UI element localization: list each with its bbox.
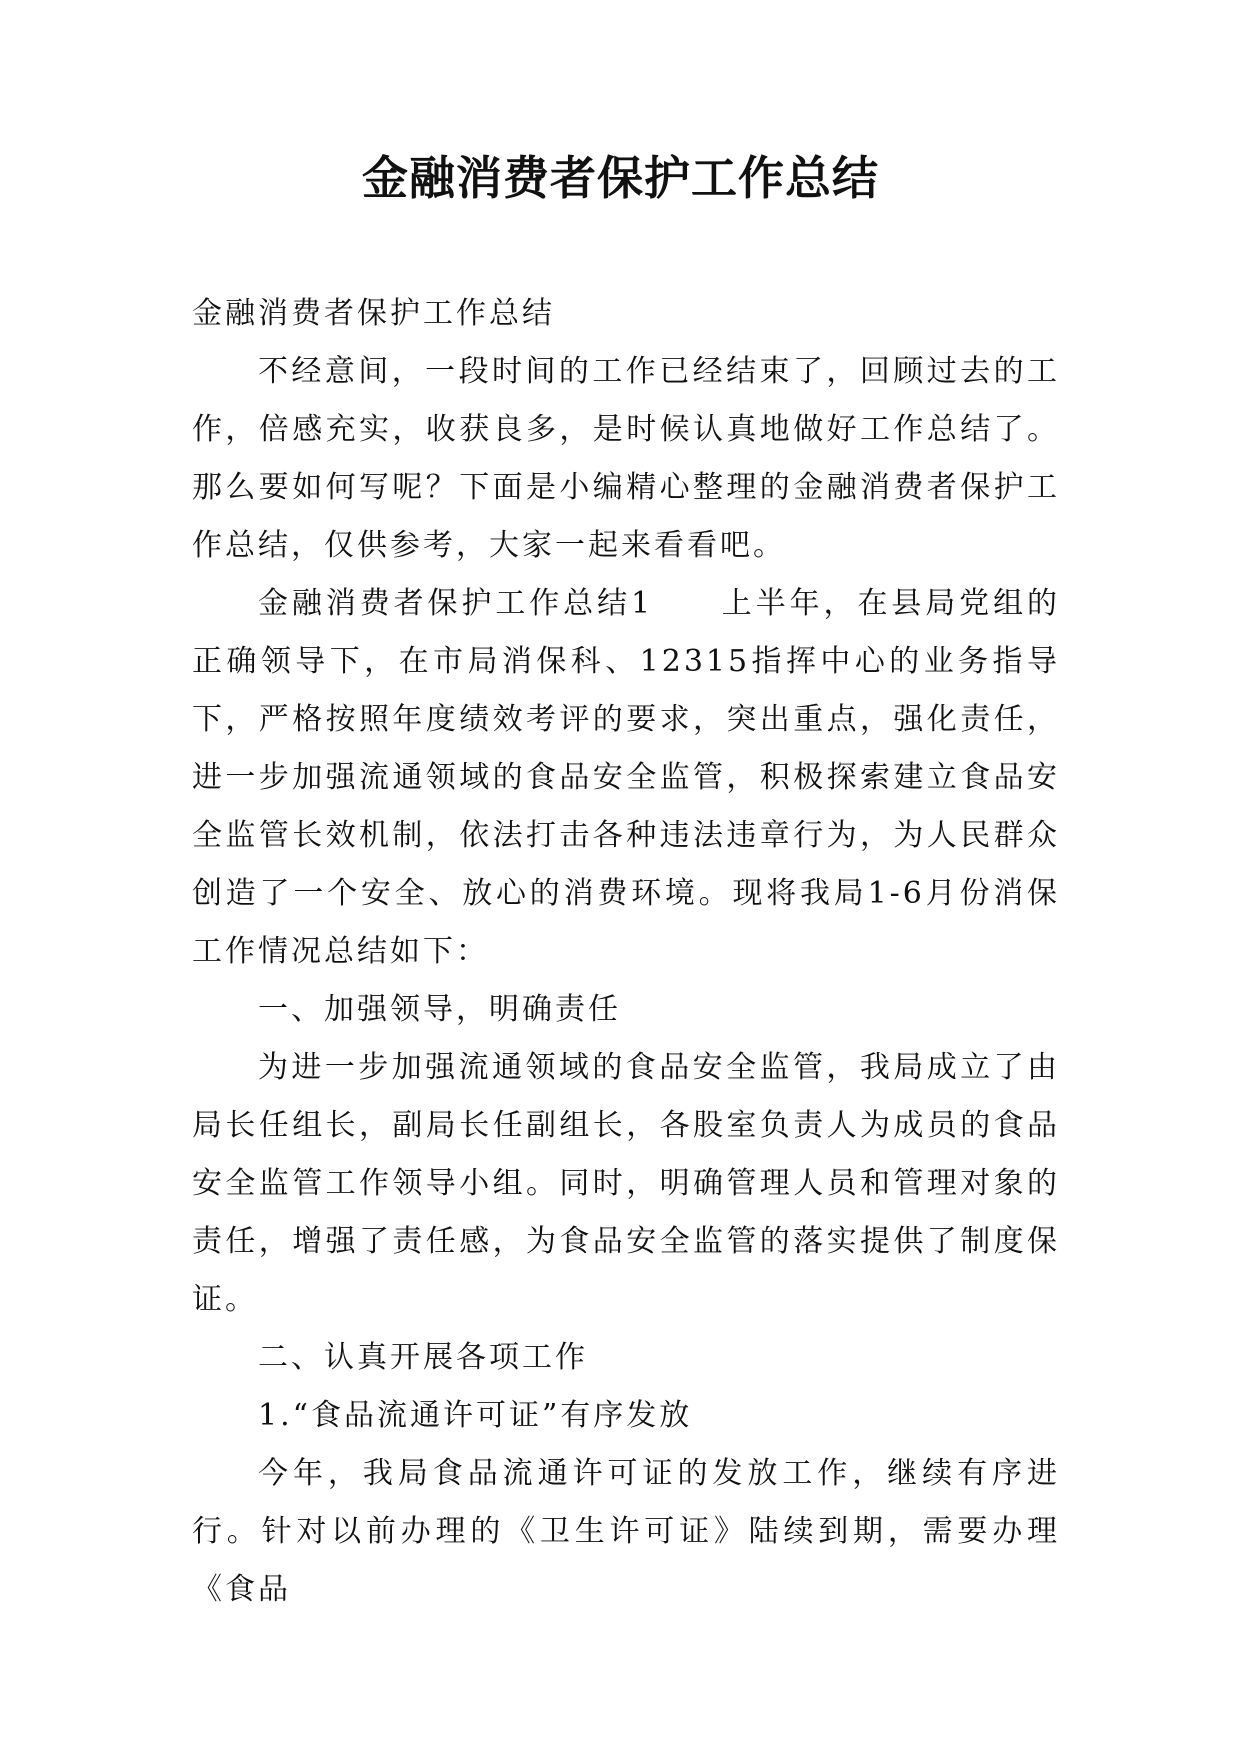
subsection-heading-1: 1.“食品流通许可证”有序发放 <box>258 1398 693 1433</box>
paragraph-subsection-1: 今年，我局食品流通许可证的发放工作，继续有序进行。针对以前办理的《卫生许可证》陆续到期，需要办理《食品 <box>192 1456 1060 1607</box>
document-title: 金融消费者保护工作总结 <box>362 151 879 205</box>
section-heading-2: 二、认真开展各项工作 <box>258 1340 588 1375</box>
paragraph-summary-1: 金融消费者保护工作总结1 上半年，在县局党组的正确领导下，在市局消保科、12315指挥中心的业务指导下，严格按照年度绩效考评的要求，突出重点，强化责任，进一步加强流通领域的食品安全监管，积极探索建立食品安全监管长效机制，依法打击各种违法违章行为，为人民群众创造了一个安全、放心的消费环境。现将我局1-6月份消保工作情况总结如下： <box>192 586 1060 969</box>
paragraph-section-1: 为进一步加强流通领域的食品安全监管，我局成立了由局长任组长，副局长任副组长，各股室负责人为成员的食品安全监管工作领导小组。同时，明确管理人员和管理对象的责任，增强了责任感，为食品安全监管的落实提供了制度保证。 <box>192 1050 1060 1317</box>
paragraph-subtitle: 金融消费者保护工作总结 <box>192 296 555 331</box>
document-body <box>192 285 1060 1619</box>
section-heading-1: 一、加强领导，明确责任 <box>258 992 621 1027</box>
paragraph-intro: 不经意间，一段时间的工作已经结束了，回顾过去的工作，倍感充实，收获良多，是时候认真地做好工作总结了。那么要如何写呢？下面是小编精心整理的金融消费者保护工作总结，仅供参考，大家一起来看看吧。 <box>192 354 1060 563</box>
